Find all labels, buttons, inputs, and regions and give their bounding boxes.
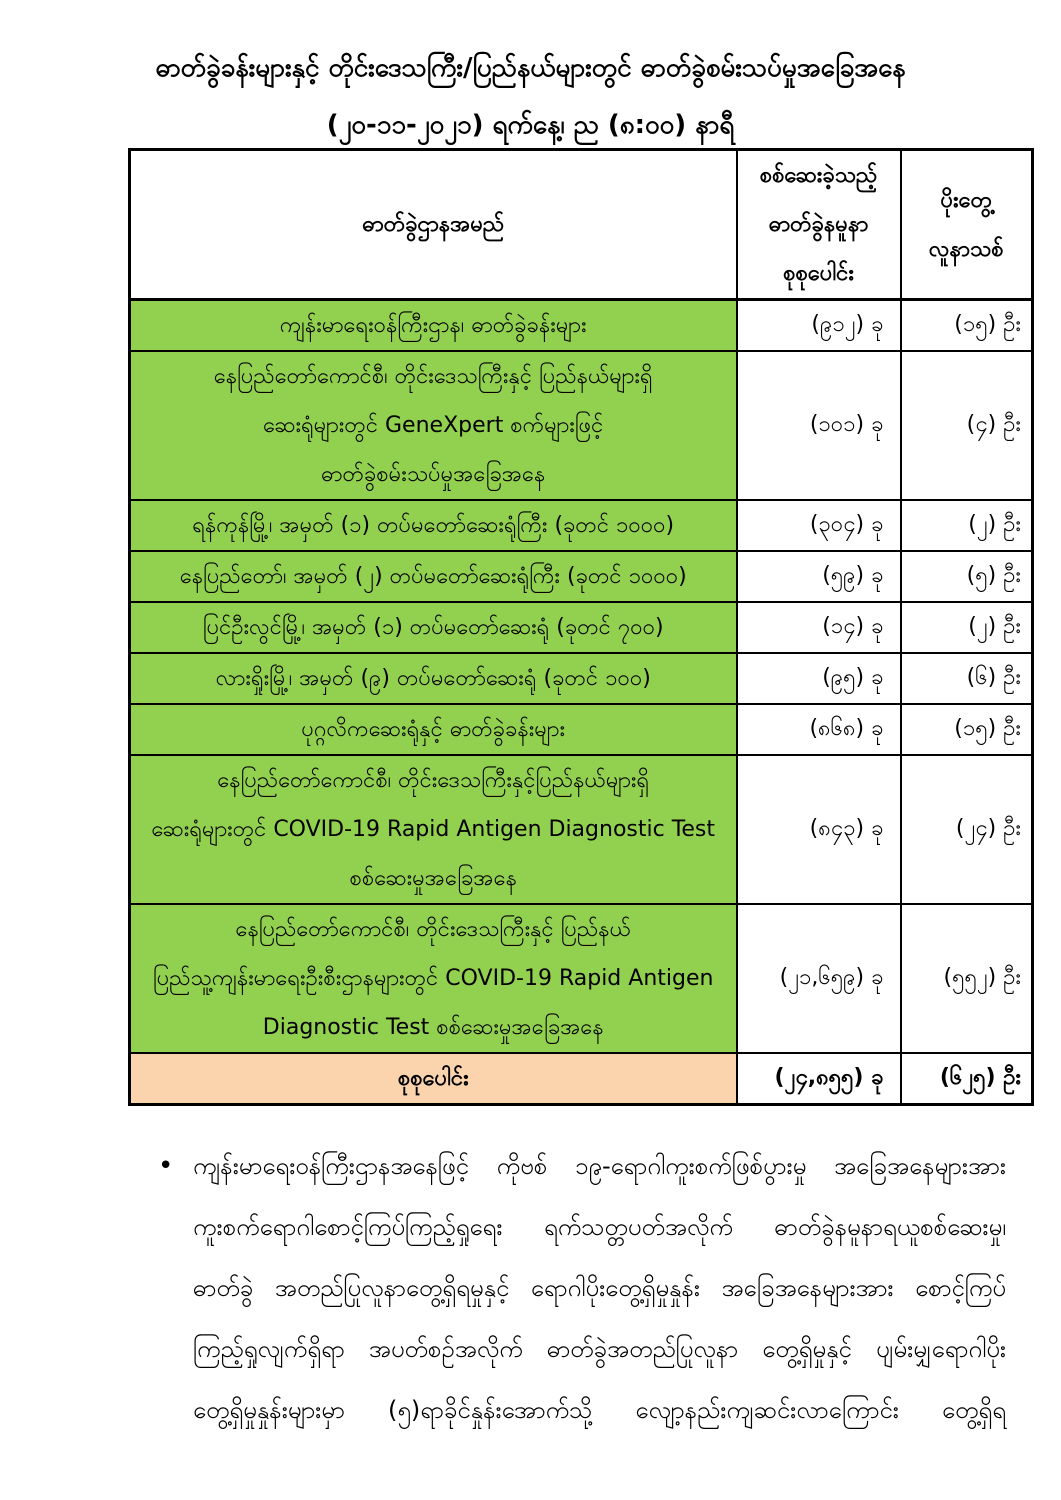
samples-value-cell: (၁၀၁) ခု [737,351,901,500]
samples-value-cell: (၅၉) ခု [737,551,901,602]
header-samples-line: ဓာတ်ခွဲနမူနာ [768,212,869,237]
positives-value-cell: (၄) ဦး [901,351,1033,500]
positives-value-cell: (၅) ဦး [901,551,1033,602]
lab-name-line: စစ်ဆေးမှုအခြေအနေ [349,866,517,891]
samples-value-cell: (၁၄) ခု [737,602,901,653]
lab-name-line: ပြည်သူ့ကျန်းမာရေးဦးစီးဌာနများတွင် COVID-19 Rapid Antigen [153,966,714,991]
lab-name-line: နေပြည်တော်ကောင်စီ၊ တိုင်းဒေသကြီးနှင့်ပြည်နယ်များရှိ [217,768,650,793]
lab-name-cell [130,653,737,704]
table-row [130,755,1033,904]
bullet-note [158,1136,1006,1441]
header-samples-line: စစ်ဆေးခဲ့သည့် [759,163,878,188]
header-lab-name-label: ဓာတ်ခွဲဌာနအမည် [362,212,505,237]
table-header-row [130,150,1033,300]
lab-name-line: လားရှိုးမြို့၊ အမှတ် (၉) တပ်မတော်ဆေးရုံ (ခုတင် ၁၀၀) [215,666,651,691]
table-row [130,351,1033,500]
lab-name-line: ဆေးရုံများတွင် GeneXpert စက်များဖြင့် [263,413,604,438]
total-samples-cell: (၂၄,၈၅၅) ခု [737,1053,901,1105]
lab-name-line: ကျန်းမာရေးဝန်ကြီးဌာန၊ ဓာတ်ခွဲခန်းများ [279,313,587,338]
bullet-note-line: ကူးစက်ရောဂါစောင့်ကြပ်ကြည့်ရှုရေး ရက်သတ္တပတ်အလိုက် ဓာတ်ခွဲနမူနာရယူစစ်ဆေးမှု၊ [193,1213,1006,1241]
positives-value-cell: (၅၅၂) ဦး [901,904,1033,1053]
header-new-positives [901,150,1033,300]
samples-value-cell: (၉၁၂) ခု [737,300,901,352]
document-title-line1: ဓာတ်ခွဲခန်းများနှင့် တိုင်းဒေသကြီး/ပြည်နယ်များတွင် ဓာတ်ခွဲစမ်းသပ်မှုအခြေအနေ [155,53,906,83]
positives-value-cell: (၂) ဦး [901,602,1033,653]
lab-name-cell [130,704,737,755]
table-row [130,904,1033,1053]
total-positives-cell: (၆၂၅) ဦး [901,1053,1033,1105]
lab-name-line: ဆေးရုံများတွင် COVID-19 Rapid Antigen Diagnostic Test [151,817,716,842]
table-row [130,704,1033,755]
lab-name-line: Diagnostic Test စစ်ဆေးမှုအခြေအနေ [262,1015,604,1040]
lab-name-cell [130,351,737,500]
lab-name-cell [130,551,737,602]
bullet-note-line: တွေ့ရှိမှုနှုန်းများမှာ (၅)ရာခိုင်နှုန်းအောက်သို့ လျော့နည်းကျဆင်းလာကြောင်း တွေ့ရှိရ [193,1396,1006,1424]
lab-name-cell [130,904,737,1053]
samples-value-cell: (၂၁,၆၅၉) ခု [737,904,901,1053]
positives-value-cell: (၆) ဦး [901,653,1033,704]
samples-value-cell: (၃၀၄) ခု [737,500,901,551]
lab-name-cell [130,300,737,352]
document-title-line2: (၂၀-၁၁-၂၀၂၁) ရက်နေ့၊ ည (၈:၀၀) နာရီ [326,110,735,140]
bullet-note-text [193,1136,1006,1441]
lab-name-line: ဓာတ်ခွဲစမ်းသပ်မှုအခြေအနေ [321,462,546,487]
document-title [0,40,1061,154]
header-positives-line: လူနာသစ် [928,236,1004,262]
lab-name-cell [130,602,737,653]
table-row [130,653,1033,704]
header-lab-name [130,150,737,300]
lab-name-line: ပြင်ဦးလွင်မြို့၊ အမှတ် (၁) တပ်မတော်ဆေးရုံ (ခုတင် ၇၀၀) [202,615,664,640]
lab-name-line: ပုဂ္ဂလိကဆေးရုံနှင့် ဓာတ်ခွဲခန်းများ [301,717,566,742]
header-samples-tested [737,150,901,300]
total-row [130,1053,1033,1105]
lab-name-cell [130,755,737,904]
positives-value-cell: (၂) ဦး [901,500,1033,551]
table-row [130,500,1033,551]
bullet-note-line: ကြည့်ရှုလျက်ရှိရာ အပတ်စဉ်အလိုက် ဓာတ်ခွဲအတည်ပြုလူနာ တွေ့ရှိမှုနှင့် ပျမ်းမျှရောဂါပိုး [193,1335,1006,1363]
samples-value-cell: (၉၅) ခု [737,653,901,704]
total-label-cell [130,1053,737,1105]
lab-name-line: ရန်ကုန်မြို့၊ အမှတ် (၁) တပ်မတော်ဆေးရုံကြီး (ခုတင် ၁၀၀၀) [192,513,675,538]
bullet-note-line: ဓာတ်ခွဲ အတည်ပြုလူနာတွေ့ရှိရမှုနှင့် ရောဂါပိုးတွေ့ရှိမှုနှုန်း အခြေအနေများအား စောင့်ကြပ် [193,1274,1006,1302]
samples-value-cell: (၈၆၈) ခု [737,704,901,755]
lab-name-line: နေပြည်တော်ကောင်စီ၊ တိုင်းဒေသကြီးနှင့် ပြည်နယ် [235,917,631,942]
positives-value-cell: (၂၄) ဦး [901,755,1033,904]
lab-name-line: နေပြည်တော်၊ အမှတ် (၂) တပ်မတော်ဆေးရုံကြီး (ခုတင် ၁၀၀၀) [179,564,687,589]
table-row [130,300,1033,352]
samples-value-cell: (၈၄၃) ခု [737,755,901,904]
header-samples-line: စုစုပေါင်း [783,261,854,286]
bullet-icon: • [158,1151,174,1181]
bullet-note-line: ကျန်းမာရေးဝန်ကြီးဌာနအနေဖြင့် ကိုဗစ် ၁၉-ရောဂါကူးစက်ဖြစ်ပွားမှု အခြေအနေများအား [193,1152,1006,1180]
table-row [130,551,1033,602]
total-label: စုစုပေါင်း [397,1066,469,1091]
lab-name-line: နေပြည်တော်ကောင်စီ၊ တိုင်းဒေသကြီးနှင့် ပြည်နယ်များရှိ [213,364,653,389]
positives-value-cell: (၁၅) ဦး [901,704,1033,755]
lab-name-cell [130,500,737,551]
header-positives-line: ပိုးတွေ့ [940,187,992,213]
table-row [130,602,1033,653]
positives-value-cell: (၁၅) ဦး [901,300,1033,352]
lab-results-table [128,148,1034,1106]
